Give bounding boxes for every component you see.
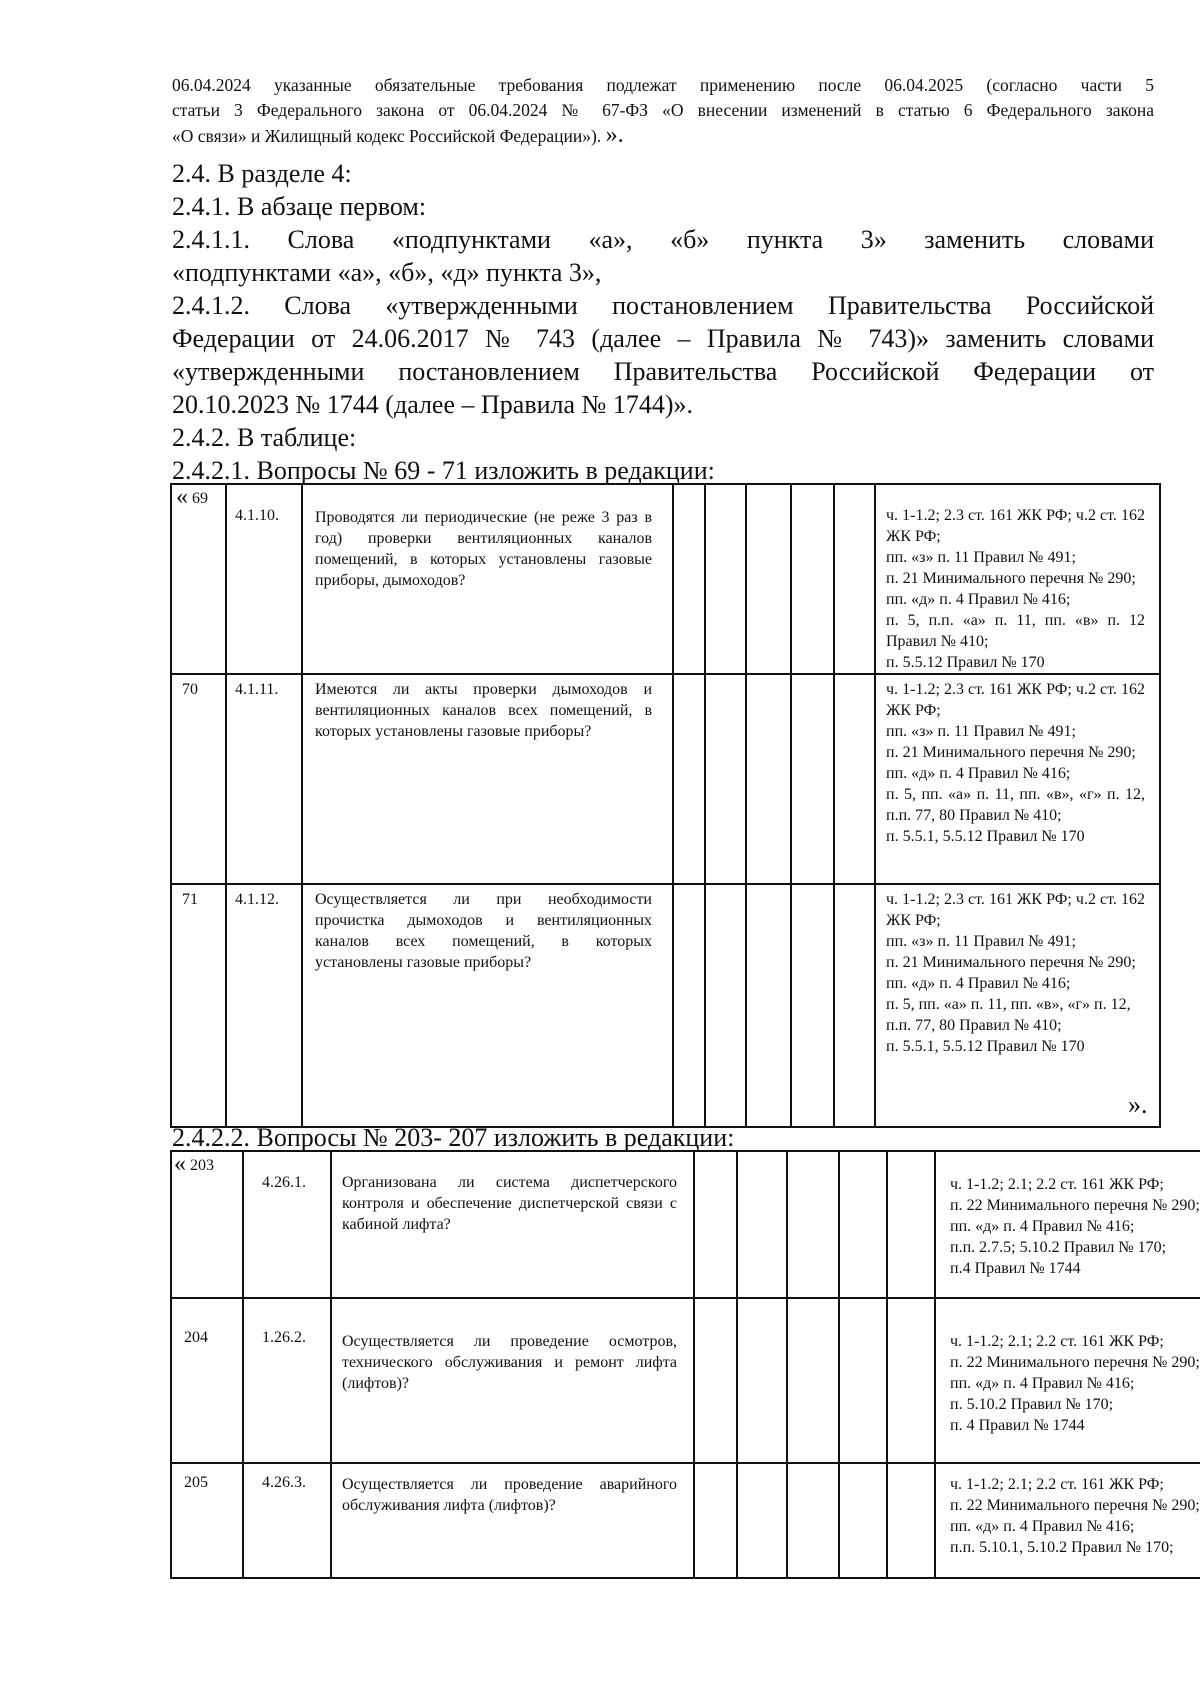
- section-2-4-1-2-line1: 2.4.1.2. Слова «утвержденными постановлением Правительства Российской: [172, 291, 1154, 320]
- row-number: 71: [171, 884, 226, 1127]
- legal-ref-line: п. 4 Правил № 1744: [950, 1417, 1085, 1434]
- blank-cell: [694, 1298, 737, 1463]
- legal-refs: [935, 1298, 1200, 1463]
- blank-cell: [673, 484, 705, 674]
- blank-cell: [787, 1463, 839, 1578]
- question-text: Осуществляется ли проведение осмотров, технического обслуживания и ремонт лифта (лифтов)?: [331, 1298, 694, 1463]
- legal-ref-line: ч. 1-1.2; 2.1; 2.2 ст. 161 ЖК РФ;: [950, 1333, 1164, 1350]
- blank-cell: [887, 1463, 935, 1578]
- legal-ref-line: пп. «д» п. 4 Правил № 416;: [886, 591, 1071, 608]
- blank-cell: [787, 1298, 839, 1463]
- legal-ref-line: пп. «д» п. 4 Правил № 416;: [886, 975, 1071, 992]
- blank-cell: [694, 1151, 737, 1298]
- blank-cell: [834, 884, 875, 1127]
- legal-refs: [875, 674, 1160, 884]
- blank-cell: [887, 1298, 935, 1463]
- legal-ref-line: ч. 1-1.2; 2.1; 2.2 ст. 161 ЖК РФ;: [950, 1176, 1164, 1193]
- legal-ref-line: пп. «д» п. 4 Правил № 416;: [950, 1518, 1135, 1535]
- intro-line-1: 06.04.2024 указанные обязательные требования подлежат применению после 06.04.2025 (согласно части 5: [172, 75, 1154, 95]
- legal-ref-line: п.п. 5.10.1, 5.10.2 Правил № 170;: [950, 1539, 1174, 1556]
- legal-ref-line: ч. 1-1.2; 2.1; 2.2 ст. 161 ЖК РФ;: [950, 1476, 1164, 1493]
- legal-ref-line: п. 5, п.п. «а» п. 11, пп. «в» п. 12 Правил № 410;: [886, 612, 1145, 650]
- legal-ref-line: п. 22 Минимального перечня № 290;: [950, 1197, 1200, 1214]
- blank-cell: [746, 484, 791, 674]
- blank-cell: [673, 674, 705, 884]
- section-2-4-2: 2.4.2. В таблице:: [172, 423, 357, 452]
- legal-ref-line: п. 21 Минимального перечня № 290;: [886, 954, 1136, 971]
- legal-ref-line: пп. «з» п. 11 Правил № 491;: [886, 933, 1076, 950]
- legal-ref-line: пп. «д» п. 4 Правил № 416;: [886, 765, 1071, 782]
- question-text: Осуществляется ли при необходимости прочистка дымоходов и вентиляционных каналов всех помещений, в которых установлены газовые приборы?: [302, 884, 673, 1127]
- legal-ref-line: п. 5.5.1, 5.5.12 Правил № 170: [886, 828, 1085, 845]
- legal-ref-line: п. 21 Минимального перечня № 290;: [886, 744, 1136, 761]
- row-number-text: 203: [190, 1157, 214, 1174]
- blank-cell: [791, 884, 834, 1127]
- blank-cell: [673, 884, 705, 1127]
- legal-ref-line: п. 22 Минимального перечня № 290;: [950, 1354, 1200, 1371]
- item-code: 4.1.11.: [226, 674, 302, 884]
- blank-cell: [834, 484, 875, 674]
- section-2-4-1-1-line2: «подпунктами «а», «б», «д» пункта 3»,: [172, 258, 602, 287]
- table-row: [171, 884, 1160, 1127]
- section-2-4-1: 2.4.1. В абзаце первом:: [172, 192, 427, 221]
- table-row: [171, 1151, 1200, 1298]
- section-2-4-2-1: 2.4.2.1. Вопросы № 69 - 71 изложить в редакции:: [172, 456, 715, 485]
- section-2-4-1-2-line2: Федерации от 24.06.2017 № 743 (далее – Правила № 743)» заменить словами: [172, 324, 1154, 353]
- section-2-4-1-2-line4: 20.10.2023 № 1744 (далее – Правила № 1744)».: [172, 390, 694, 419]
- section-2-4-2-2: 2.4.2.2. Вопросы № 203- 207 изложить в редакции:: [172, 1123, 735, 1152]
- blank-cell: [834, 674, 875, 884]
- row-number-text: 69: [192, 490, 208, 507]
- row-number: 204: [171, 1298, 243, 1463]
- question-text: Организована ли система диспетчерского контроля и обеспечение диспетчерской связи с кабиной лифта?: [331, 1151, 694, 1298]
- table-row: [171, 674, 1160, 884]
- legal-ref-line: п. 22 Минимального перечня № 290;: [950, 1497, 1200, 1514]
- legal-ref-line: пп. «з» п. 11 Правил № 491;: [886, 723, 1076, 740]
- table1-close-quote: ».: [1128, 1090, 1148, 1119]
- blank-cell: [839, 1298, 887, 1463]
- blank-cell: [791, 484, 834, 674]
- legal-ref-line: ч. 1-1.2; 2.3 ст. 161 ЖК РФ; ч.2 ст. 162 ЖК РФ;: [886, 681, 1145, 719]
- legal-ref-line: п. 5.10.2 Правил № 170;: [950, 1396, 1114, 1413]
- blank-cell: [737, 1463, 787, 1578]
- item-code: 4.1.12.: [226, 884, 302, 1127]
- legal-refs: [935, 1151, 1200, 1298]
- item-code: 4.26.1.: [243, 1151, 331, 1298]
- legal-ref-line: п. 5.5.12 Правил № 170: [886, 654, 1045, 671]
- section-2-4-1-2-line3: «утвержденными постановлением Правительства Российской Федерации от: [172, 357, 1154, 386]
- question-text: Проводятся ли периодические (не реже 3 раз в год) проверки вентиляционных каналов помещений, в которых установлены газовые приборы, дымоходов?: [302, 484, 673, 674]
- item-code: 4.26.3.: [243, 1463, 331, 1578]
- blank-cell: [737, 1298, 787, 1463]
- legal-ref-line: ч. 1-1.2; 2.3 ст. 161 ЖК РФ; ч.2 ст. 162 ЖК РФ;: [886, 507, 1145, 545]
- intro-paragraph: [172, 74, 1154, 148]
- open-quote: «: [176, 484, 188, 510]
- blank-cell: [839, 1463, 887, 1578]
- row-number: 70: [171, 674, 226, 884]
- legal-ref-line: пп. «д» п. 4 Правил № 416;: [950, 1218, 1135, 1235]
- blank-cell: [705, 674, 746, 884]
- legal-ref-line: п. 5, пп. «а» п. 11, пп. «в», «г» п. 12,: [886, 996, 1131, 1013]
- legal-ref-line: п.п. 77, 80 Правил № 410;: [886, 1017, 1062, 1034]
- table-row: [171, 484, 1160, 674]
- section-2-4-1-1-line1: 2.4.1.1. Слова «подпунктами «а», «б» пункта 3» заменить словами: [172, 225, 1154, 254]
- legal-ref-line: ч. 1-1.2; 2.3 ст. 161 ЖК РФ; ч.2 ст. 162 ЖК РФ;: [886, 891, 1145, 929]
- legal-refs: [935, 1463, 1200, 1578]
- table-questions-69-71: [170, 483, 1161, 1128]
- intro-line-3: [172, 124, 1154, 148]
- question-text: Имеются ли акты проверки дымоходов и вентиляционных каналов всех помещений, в которых установлены газовые приборы?: [302, 674, 673, 884]
- blank-cell: [705, 884, 746, 1127]
- legal-ref-line: пп. «д» п. 4 Правил № 416;: [950, 1375, 1135, 1392]
- blank-cell: [791, 674, 834, 884]
- table-questions-203-207: [170, 1150, 1200, 1579]
- blank-cell: [694, 1463, 737, 1578]
- blank-cell: [705, 484, 746, 674]
- legal-ref-line: п. 5, пп. «а» п. 11, пп. «в», «г» п. 12, п.п. 77, 80 Правил № 410;: [886, 786, 1145, 824]
- legal-ref-line: пп. «з» п. 11 Правил № 491;: [886, 549, 1076, 566]
- table-row: [171, 1463, 1200, 1578]
- blank-cell: [839, 1151, 887, 1298]
- item-code: 1.26.2.: [243, 1298, 331, 1463]
- intro-line-2: статьи 3 Федерального закона от 06.04.2024 № 67-ФЗ «О внесении изменений в статью 6 Федерального закона: [172, 100, 1154, 120]
- legal-ref-line: п.4 Правил № 1744: [950, 1260, 1081, 1277]
- question-text: Осуществляется ли проведение аварийного обслуживания лифта (лифтов)?: [331, 1463, 694, 1578]
- legal-refs: [875, 884, 1160, 1127]
- row-number: [171, 1151, 243, 1298]
- table-row: [171, 1298, 1200, 1463]
- intro-line-3-text: «О связи» и Жилищный кодекс Российской Федерации»).: [172, 126, 602, 146]
- row-number: 205: [171, 1463, 243, 1578]
- blank-cell: [746, 884, 791, 1127]
- blank-cell: [787, 1151, 839, 1298]
- section-2-4: 2.4. В разделе 4:: [172, 159, 352, 188]
- legal-ref-line: п. 5.5.1, 5.5.12 Правил № 170: [886, 1038, 1085, 1055]
- open-quote: «: [174, 1151, 186, 1177]
- legal-refs: [875, 484, 1160, 674]
- blank-cell: [737, 1151, 787, 1298]
- row-number: [171, 484, 226, 674]
- intro-end-quote: ».: [605, 122, 624, 148]
- legal-ref-line: п. 21 Минимального перечня № 290;: [886, 570, 1136, 587]
- blank-cell: [746, 674, 791, 884]
- legal-ref-line: п.п. 2.7.5; 5.10.2 Правил № 170;: [950, 1239, 1167, 1256]
- blank-cell: [887, 1151, 935, 1298]
- item-code: 4.1.10.: [226, 484, 302, 674]
